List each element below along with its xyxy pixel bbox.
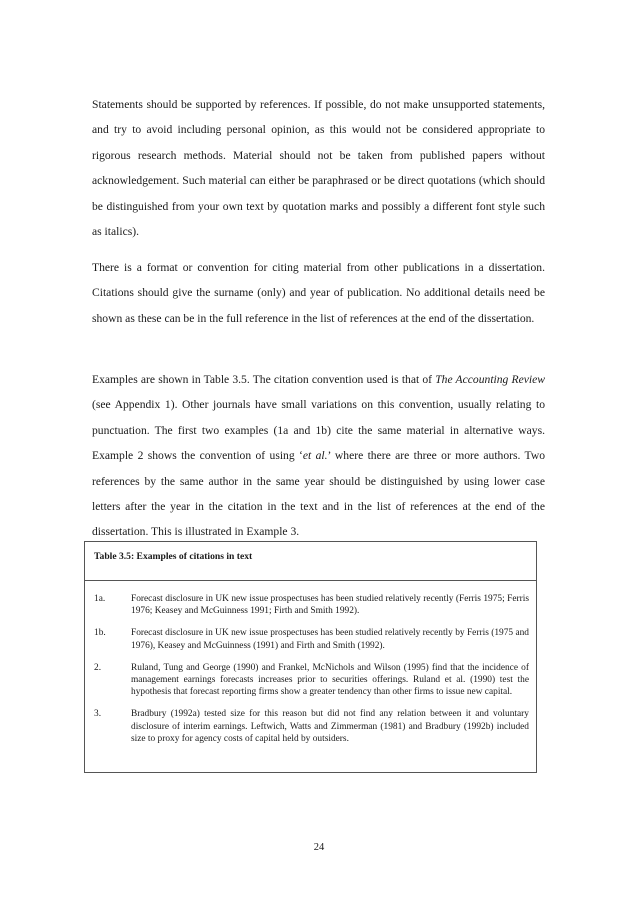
body-paragraph-examples (92, 367, 545, 545)
entry-text: Ruland, Tung and George (1990) and Frankel, McNichols and Wilson (1995) find that the incidence of management earnings forecasts increases prior to securities offerings. Ruland et al. (1990) test the hypothesis that forecast reporting firms show a greater tendency than other firms to issue new capital. (131, 662, 529, 698)
entry-text: Bradbury (1992a) tested size for this reason but did not find any relation between it and voluntary disclosure of interim earnings. Leftwich, Watts and Zimmerman (1981) and Bradbury (1992b) included size to proxy for agency costs of capital held by outsiders. (131, 709, 529, 744)
table-entry (94, 708, 529, 745)
entry-id: 1b. (94, 628, 106, 639)
entry-text: Forecast disclosure in UK new issue prospectuses has been studied relatively recently (Ferris 1975; Ferris 1976; Keasey and McGuinness 1991; Firth and Smith 1992). (131, 594, 529, 617)
table-entry (94, 627, 529, 651)
table-divider (85, 580, 536, 581)
paragraph-text-segment: (see Appendix 1). Other journals have small variations on this convention, usually relating to punctuation. The first two examples (1a and 1b) cite the same material in alternative ways. Example 2 shows the convention of using ‘ (92, 398, 545, 463)
table-entry (94, 593, 529, 617)
paragraph-text-segment: ’ where there are three or more authors. Two references by the same author in the same year should be distinguished by using lower case letters after the year in the citation in the text and in the list of references at the end of the dissertation. This is illustrated in Example 3. (92, 449, 546, 539)
body-paragraph-citation-format: There is a format or convention for citing material from other publications in a dissertation. Citations should give the surname (only) and year of publication. No additional details need be shown as these can be in the full reference in the list of references at the end of the dissertation. (92, 261, 545, 325)
table-title: Table 3.5: Examples of citations in text (94, 551, 253, 562)
entry-id: 3. (94, 709, 102, 720)
entry-id: 2. (94, 662, 102, 673)
paragraph-text-segment: Examples are shown in Table 3.5. The citation convention used is that of (92, 373, 436, 386)
journal-title: The Accounting Review (435, 373, 545, 386)
et-al-term: et al. (302, 449, 328, 463)
entry-id: 1a. (94, 594, 106, 604)
table-entry (94, 662, 529, 699)
entry-text: Forecast disclosure in UK new issue prospectuses has been studied relatively recently by Ferris (1975 and 1976), Keasey and McGuinness (1991) and Firth and Smith (1992). (131, 628, 529, 651)
body-paragraph-references: Statements should be supported by references. If possible, do not make unsupported statements, and try to avoid including personal opinion, as this would not be considered appropriate to rigorous research methods. Material should not be taken from published papers without acknowledgement. Such material can either be paraphrased or be direct quotations (which should be distinguished from your own text by quotation marks and possibly a different font style such as italics). (92, 98, 545, 239)
citations-table (84, 541, 537, 773)
page-number: 24 (313, 842, 325, 853)
table-entries (94, 593, 529, 755)
